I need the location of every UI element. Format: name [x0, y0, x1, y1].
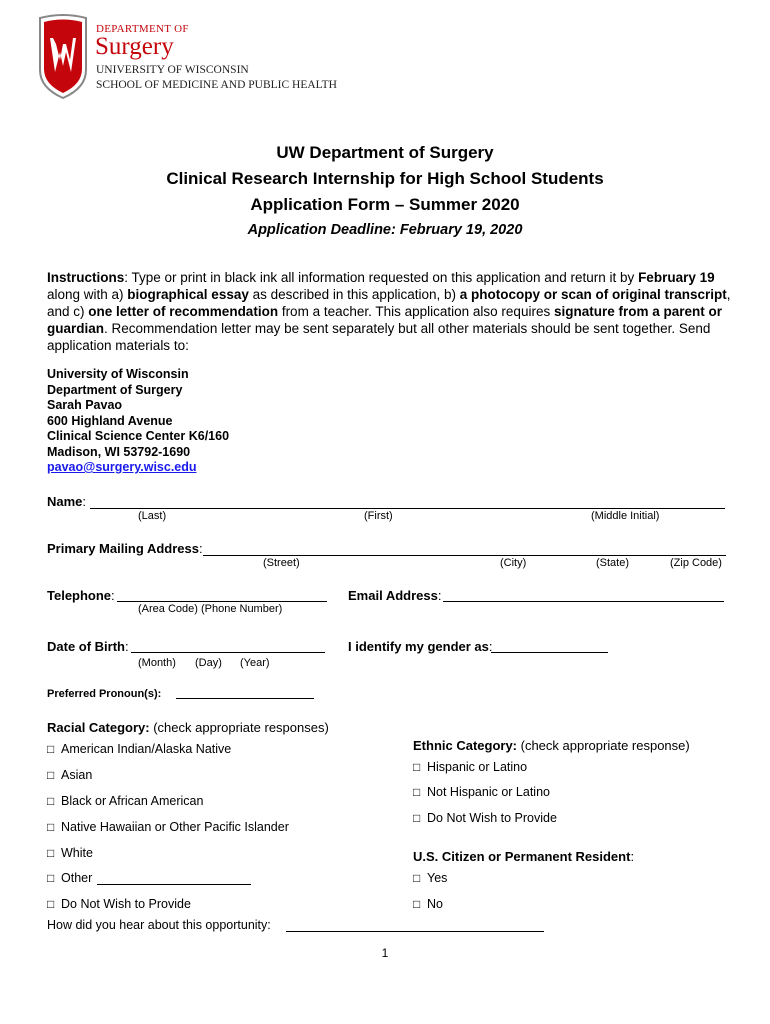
colon: : — [111, 588, 115, 603]
gender-label-text: I identify my gender as — [348, 639, 489, 654]
name-field[interactable] — [90, 508, 725, 509]
citizen-option-no[interactable] — [413, 897, 443, 911]
checkbox-icon[interactable]: □ — [47, 897, 55, 911]
name-label — [47, 494, 86, 509]
address-line: University of Wisconsin — [47, 367, 189, 381]
ethnic-option-label: Not Hispanic or Latino — [427, 785, 550, 799]
citizen-label — [413, 849, 634, 864]
checkbox-icon[interactable]: □ — [47, 768, 55, 782]
ethnic-option[interactable] — [413, 760, 527, 774]
name-last-hint: (Last) — [138, 510, 167, 522]
checkbox-icon[interactable]: □ — [413, 811, 421, 825]
zip-hint: (Zip Code) — [670, 557, 722, 569]
instructions-paragraph — [47, 269, 737, 354]
name-middle-hint: (Middle Initial) — [591, 510, 660, 522]
hear-about-label: How did you hear about this opportunity: — [47, 918, 271, 932]
mailing-address-block — [47, 367, 229, 476]
name-label-text: Name — [47, 494, 83, 509]
citizen-option-yes[interactable] — [413, 871, 447, 885]
hear-about-field[interactable] — [286, 931, 544, 932]
citizen-option-label: Yes — [427, 871, 448, 885]
racial-option[interactable] — [47, 768, 92, 782]
form-title-line2: Clinical Research Internship for High School Students — [166, 169, 604, 188]
checkbox-icon[interactable]: □ — [413, 760, 421, 774]
instructions-bold: one letter of recommendation — [88, 304, 279, 319]
dob-day-hint: (Day) — [195, 657, 222, 669]
telephone-field[interactable] — [117, 601, 327, 602]
racial-option-other[interactable] — [47, 871, 92, 885]
instructions-text: from a teacher. This application also requires — [278, 304, 554, 319]
page-number: 1 — [381, 946, 389, 960]
ethnic-hint: (check appropriate response) — [517, 738, 690, 753]
racial-option-label: Do Not Wish to Provide — [61, 897, 191, 911]
address-line: 600 Highland Avenue — [47, 413, 173, 428]
racial-option-label: Native Hawaiian or Other Pacific Islander — [61, 820, 289, 834]
mailing-label-text: Primary Mailing Address — [47, 541, 199, 556]
phone-hint: (Area Code) (Phone Number) — [138, 603, 283, 615]
name-first-hint: (First) — [364, 510, 393, 522]
instructions-text: as described in this application, b) — [248, 287, 460, 302]
ethnic-option-label: Do Not Wish to Provide — [427, 811, 557, 825]
gender-field[interactable] — [491, 652, 608, 653]
form-title-line3: Application Form – Summer 2020 — [250, 195, 520, 214]
pronouns-field[interactable] — [176, 698, 314, 699]
telephone-label-text: Telephone — [47, 588, 112, 603]
checkbox-icon[interactable]: □ — [413, 871, 421, 885]
checkbox-icon[interactable]: □ — [413, 785, 421, 799]
instructions-text: . Recommendation letter may be sent separately but all other materials should be sent together. Send application materials to: — [47, 321, 711, 353]
email-label-text: Email Address — [348, 588, 438, 603]
racial-hint: (check appropriate responses) — [149, 720, 329, 735]
racial-option[interactable] — [47, 794, 203, 808]
citizen-label-text: U.S. Citizen or Permanent Resident — [413, 849, 631, 864]
checkbox-icon[interactable]: □ — [47, 846, 55, 860]
colon: : — [630, 849, 635, 864]
racial-option[interactable] — [47, 742, 231, 756]
logo-surgery: Surgery — [95, 33, 174, 60]
address-line: Sarah Pavao — [47, 398, 123, 412]
racial-option-label: White — [61, 846, 93, 860]
racial-category-label — [47, 720, 329, 735]
instructions-text: along with a) — [47, 287, 128, 302]
ethnic-option[interactable] — [413, 785, 550, 799]
racial-option[interactable] — [47, 897, 191, 911]
logo-department-of: DEPARTMENT OF — [96, 23, 189, 35]
contact-email-link[interactable]: pavao@surgery.wisc.edu — [47, 460, 197, 474]
street-hint: (Street) — [263, 557, 300, 569]
dob-label-text: Date of Birth — [47, 639, 125, 654]
checkbox-icon[interactable]: □ — [47, 820, 55, 834]
address-line: Department of Surgery — [47, 382, 183, 397]
ethnic-option[interactable] — [413, 811, 557, 825]
racial-option[interactable] — [47, 820, 289, 834]
instructions-label: Instructions — [47, 270, 125, 285]
checkbox-icon[interactable]: □ — [413, 897, 421, 911]
email-label — [348, 588, 441, 603]
email-field[interactable] — [443, 601, 724, 602]
racial-option-label: Asian — [61, 768, 93, 782]
mailing-address-label — [47, 541, 203, 556]
citizen-option-label: No — [427, 897, 443, 911]
telephone-label — [47, 588, 115, 603]
racial-label-text: Racial Category: — [47, 720, 150, 735]
checkbox-icon[interactable]: □ — [47, 742, 55, 756]
logo-school: SCHOOL OF MEDICINE AND PUBLIC HEALTH — [96, 79, 337, 91]
instructions-bold: a photocopy or scan of original transcript — [459, 287, 727, 302]
racial-other-field[interactable] — [97, 884, 251, 885]
address-line: Clinical Science Center K6/160 — [47, 429, 230, 443]
state-hint: (State) — [596, 557, 630, 569]
ethnic-option-label: Hispanic or Latino — [427, 760, 528, 774]
mailing-address-field[interactable] — [203, 555, 726, 556]
checkbox-icon[interactable]: □ — [47, 871, 55, 885]
instructions-bold: signature from a parent or guardian — [47, 304, 723, 336]
dob-label — [47, 639, 129, 654]
form-title-line1: UW Department of Surgery — [276, 143, 494, 162]
gender-label — [348, 639, 493, 654]
colon: : — [198, 541, 203, 556]
racial-option[interactable] — [47, 846, 93, 860]
colon: : — [125, 639, 129, 654]
racial-option-label: Other — [61, 871, 93, 885]
uw-crest-logo — [36, 14, 90, 100]
instructions-bold: biographical essay — [127, 287, 249, 302]
city-hint: (City) — [500, 557, 527, 569]
colon: : — [437, 588, 442, 603]
logo-university: UNIVERSITY OF WISCONSIN — [96, 64, 249, 76]
dob-year-hint: (Year) — [240, 657, 270, 669]
pronouns-label: Preferred Pronoun(s): — [47, 688, 162, 700]
ethnic-label-text: Ethnic Category: — [413, 738, 518, 753]
application-deadline: Application Deadline: February 19, 2020 — [247, 222, 523, 238]
instructions-text: : Type or print in black ink all information requested on this application and return it by — [124, 270, 639, 285]
ethnic-category-label — [413, 738, 690, 753]
address-line: Madison, WI 53792-1690 — [47, 444, 191, 459]
colon: : — [82, 494, 87, 509]
colon: : — [488, 639, 493, 654]
instructions-text: , and c) — [47, 287, 731, 319]
dob-field[interactable] — [131, 652, 325, 653]
dob-month-hint: (Month) — [138, 657, 176, 669]
racial-option-label: Black or African American — [61, 794, 204, 808]
checkbox-icon[interactable]: □ — [47, 794, 55, 808]
instructions-bold: February 19 — [638, 270, 715, 285]
racial-option-label: American Indian/Alaska Native — [61, 742, 232, 756]
